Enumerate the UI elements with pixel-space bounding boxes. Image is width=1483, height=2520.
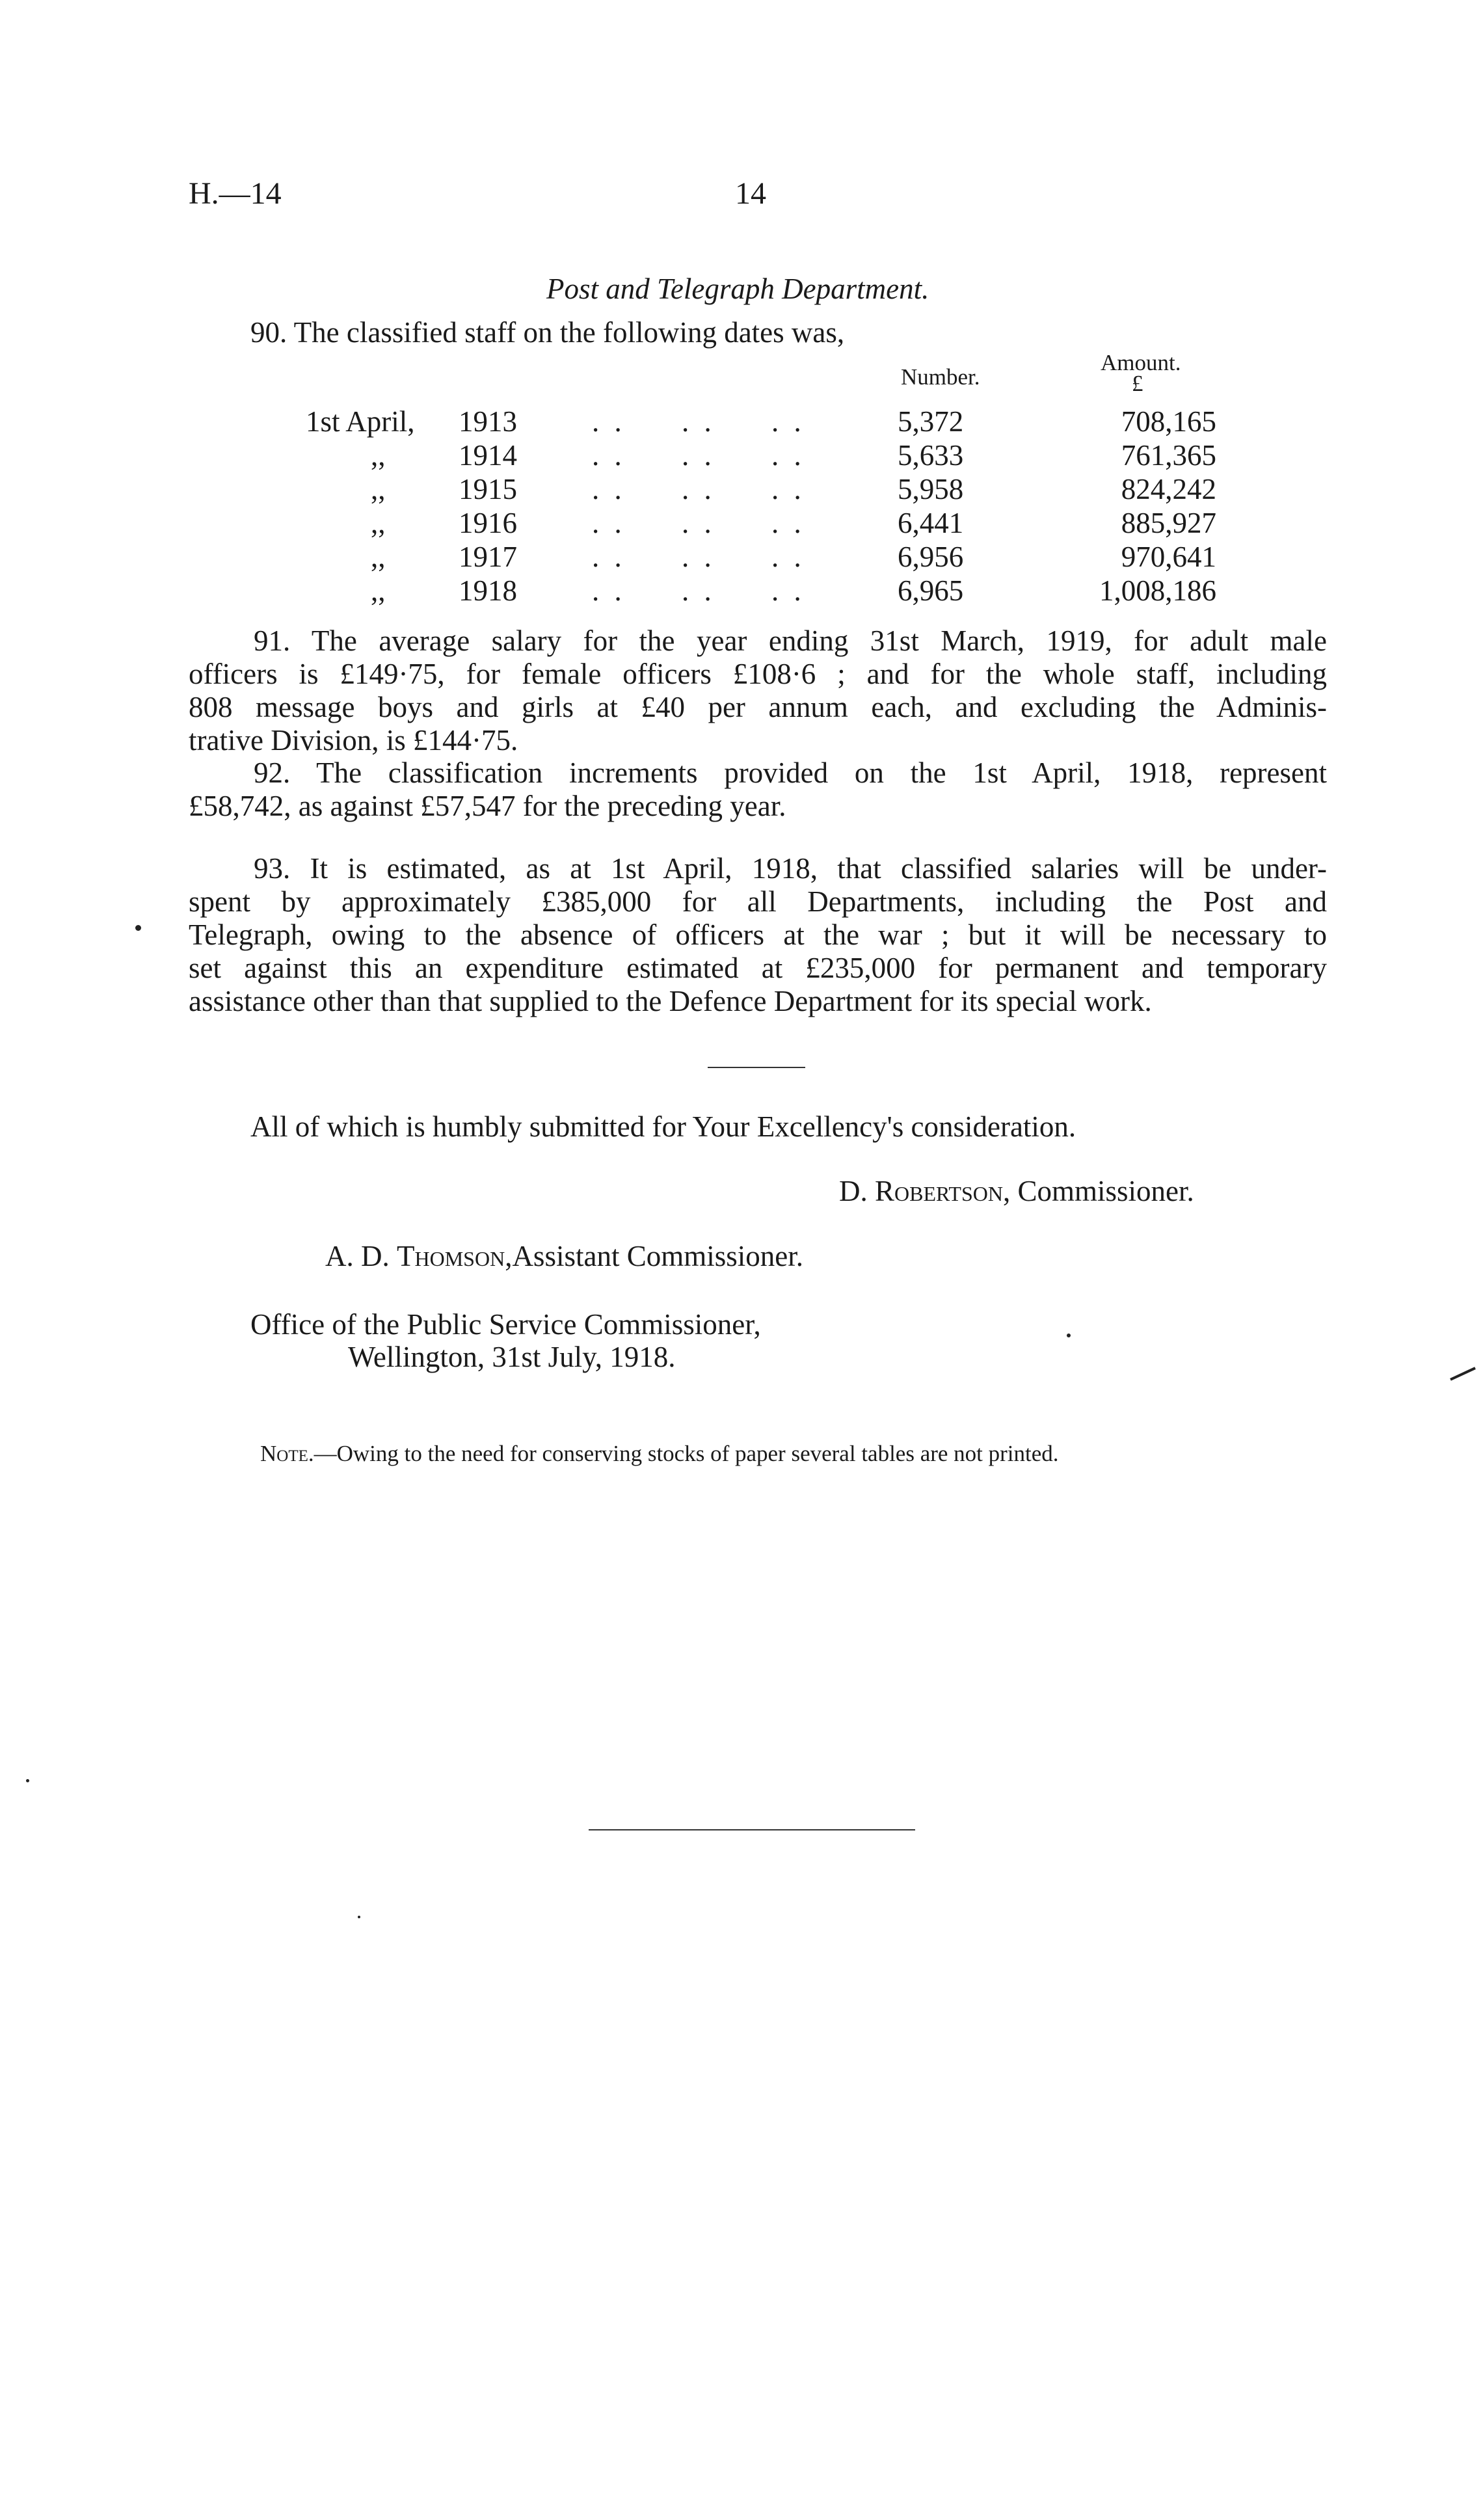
document-reference: H.—14 — [189, 176, 282, 211]
table-row — [306, 438, 1216, 472]
column-header-number: Number. — [901, 364, 980, 390]
row-amount: 708,165 — [1121, 405, 1216, 438]
row-label: ,, — [371, 473, 386, 505]
signature-assistant-commissioner — [325, 1239, 803, 1273]
paragraph-line: set against this an expenditure estimated at £235,000 for permanent and temporary — [189, 952, 1327, 984]
paragraph-91 — [189, 624, 1327, 757]
signatory-initial: D. — [839, 1175, 868, 1207]
row-year: 1917 — [459, 541, 517, 573]
closing-statement: All of which is humbly submitted for Your Excellency's consideration. — [250, 1110, 1076, 1143]
table-row — [306, 506, 1216, 540]
row-number: 5,372 — [898, 405, 964, 438]
signatory-title: , Commissioner. — [1003, 1175, 1194, 1207]
paragraph-92 — [189, 757, 1327, 823]
signature-commissioner — [839, 1174, 1194, 1208]
row-year: 1915 — [459, 473, 517, 505]
column-header-amount: Amount. — [1101, 350, 1181, 375]
row-number: 5,633 — [898, 439, 964, 472]
office-line-2: Wellington, 31st July, 1918. — [348, 1341, 676, 1373]
signatory-title: ,Assistant Commissioner. — [505, 1240, 803, 1272]
section-divider — [708, 1067, 805, 1068]
table-row — [306, 472, 1216, 506]
paragraph-line: assistance other than that supplied to the Defence Department for its special work. — [189, 985, 1152, 1017]
paragraph-line: 91. The average salary for the year ending 31st March, 1919, for adult male — [254, 624, 1327, 657]
row-leader-dots: . . . . . . — [592, 439, 805, 472]
para-90-text: 90. The classified staff on the following dates was, — [250, 316, 845, 349]
page-number: 14 — [735, 176, 766, 211]
signatory-initial: A. D. — [325, 1240, 390, 1272]
paragraph-line: officers is £149·75, for female officers £108·6 ; and for the whole staff, including — [189, 658, 1327, 690]
row-leader-dots: . . . . . . — [592, 507, 805, 539]
footnote-label: Note. — [260, 1441, 314, 1466]
paragraph-line: spent by approximately £385,000 for all Departments, including the Post and — [189, 885, 1327, 918]
page-speck — [1067, 1334, 1071, 1337]
office-line-1: Office of the Public Service Commissioner, — [250, 1308, 761, 1341]
row-year: 1914 — [459, 439, 517, 472]
margin-mark — [1450, 1367, 1476, 1380]
page-speck — [26, 1779, 29, 1782]
paragraph-line: Telegraph, owing to the absence of officers at the war ; but it will be necessary to — [189, 918, 1327, 951]
row-year: 1918 — [459, 574, 517, 607]
table-row — [306, 405, 1216, 438]
paragraph-93 — [189, 852, 1327, 1018]
row-label: ,, — [371, 507, 386, 539]
row-number: 6,965 — [898, 574, 964, 607]
footnote-text: —Owing to the need for conserving stocks of paper several tables are not printed. — [314, 1441, 1059, 1466]
paragraph-line: trative Division, is £144·75. — [189, 724, 518, 757]
row-number: 5,958 — [898, 473, 964, 505]
row-label: ,, — [371, 541, 386, 573]
column-header-amount-unit: £ — [1132, 371, 1143, 396]
section-title: Post and Telegraph Department. — [546, 273, 929, 305]
row-amount: 824,242 — [1121, 473, 1216, 505]
row-amount: 885,927 — [1121, 507, 1216, 539]
page-speck — [358, 1916, 360, 1918]
table-row — [306, 574, 1216, 608]
row-leader-dots: . . . . . . — [592, 405, 805, 438]
row-year: 1913 — [459, 405, 517, 438]
row-amount: 761,365 — [1121, 439, 1216, 472]
paragraph-line: 92. The classification increments provided on the 1st April, 1918, represent — [254, 757, 1327, 789]
row-number: 6,956 — [898, 541, 964, 573]
row-label: ,, — [371, 574, 386, 607]
signatory-name: Robertson — [875, 1175, 1003, 1207]
row-amount: 1,008,186 — [1099, 574, 1216, 607]
table-row — [306, 540, 1216, 574]
row-number: 6,441 — [898, 507, 964, 539]
row-label: ,, — [371, 439, 386, 472]
row-leader-dots: . . . . . . — [592, 574, 805, 607]
signatory-name: Thomson — [397, 1240, 505, 1272]
row-leader-dots: . . . . . . — [592, 541, 805, 573]
footnote — [260, 1441, 1059, 1467]
row-amount: 970,641 — [1121, 541, 1216, 573]
paragraph-line: £58,742, as against £57,547 for the preceding year. — [189, 790, 786, 822]
row-label: 1st April, — [306, 405, 415, 438]
page-speck — [135, 925, 141, 931]
row-leader-dots: . . . . . . — [592, 473, 805, 505]
paragraph-line: 808 message boys and girls at £40 per annum each, and excluding the Adminis- — [189, 691, 1327, 723]
end-rule — [589, 1829, 915, 1830]
row-year: 1916 — [459, 507, 517, 539]
paragraph-line: 93. It is estimated, as at 1st April, 1918, that classified salaries will be under- — [254, 852, 1327, 885]
